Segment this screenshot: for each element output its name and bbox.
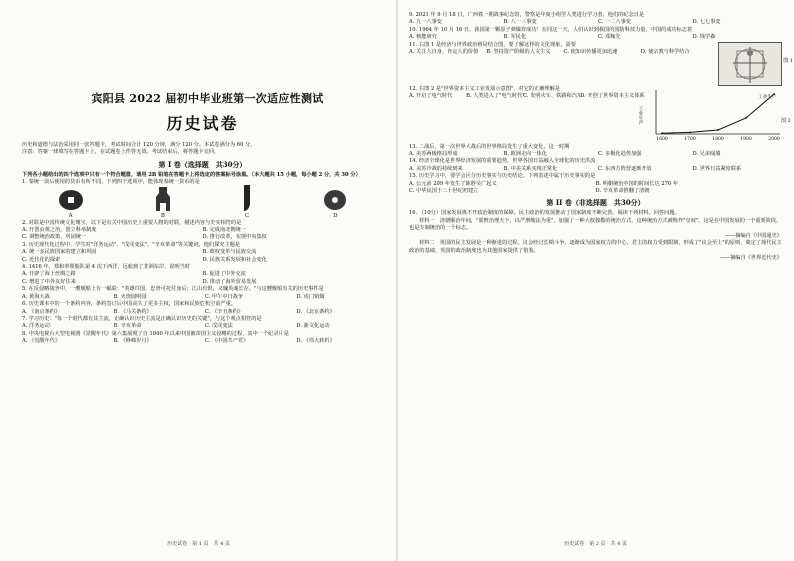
coin-icon	[155, 187, 171, 213]
option-item: D. 七七事变	[692, 19, 721, 26]
option-item: D. 开创了世界资本主义体系	[580, 93, 645, 100]
question-options	[22, 338, 383, 345]
option-item: C. 戊戌变法	[204, 323, 233, 330]
question-text-column	[409, 42, 714, 86]
coin-label: A	[68, 212, 73, 219]
option-item: D. 使宗教与科学结合	[640, 49, 690, 56]
option-item: C. 增进了中外友好往来	[22, 278, 76, 285]
option-item: B. 《峥嵘岁月》	[113, 338, 152, 345]
question-stem: 14. 经济全球化是世界经济发展的重要趋势，世界各国日益融入全球化的历史洪流	[409, 158, 596, 165]
option-item: A. 开创贞观之治，创立科举制度	[22, 227, 97, 234]
option-item: D. 兄弟阋墙	[692, 151, 721, 158]
question-options	[409, 34, 782, 41]
x-tick-label: 1900	[740, 136, 753, 142]
option-item: B. 完成南北朝统一	[202, 227, 246, 234]
coin-image	[155, 187, 171, 219]
option-item: C. 发明火车、铁路和汽车	[523, 93, 583, 100]
page-footer-2: 历史试卷 第 2 页 共 4 页	[564, 541, 627, 547]
option-item: B. 中美关系实现正常化	[503, 165, 558, 172]
option-item: A. 核能研究	[409, 34, 437, 41]
option-item: C. 一二八事变	[597, 19, 631, 26]
subject-title: 历史试卷	[166, 114, 239, 133]
question-item	[409, 27, 782, 42]
coin-icon	[242, 185, 252, 213]
option-item: C. 多极化趋势加强	[597, 151, 642, 158]
coin-icon	[323, 189, 347, 213]
data-point	[717, 129, 719, 131]
option-item: D. 推行改革，实现中央集权	[202, 234, 267, 241]
question-stem: 3. 历史现代化过程中，学生对"洋务运动"、"戊戌变法"、"辛亥革命"等关键词，他们探究主题是	[22, 241, 241, 248]
question-item	[22, 316, 383, 331]
question-options	[22, 249, 383, 264]
option-item: A. 美苏冷战的持续到来	[409, 165, 463, 172]
option-item: B. 八一三事变	[503, 19, 537, 26]
material-2-source: ——摘编自《世界近代史》	[719, 254, 782, 261]
exam-instructions: 历史和道德与法治采用同一张答题卡，考试时间合计 120 分钟，满分 120 分。本试卷满分为 60 分。	[22, 142, 256, 148]
option-item: B. 明朝统治中国的时间长达 270 年	[595, 180, 679, 187]
option-item: B. 坚持资产阶级的人文主义	[486, 49, 551, 56]
option-item: A. 统一多民族国家的建立和巩固	[22, 249, 97, 256]
option-item: B. 《马关条约》	[113, 308, 152, 315]
option-item: C. 东西方阵营逐渐开放	[597, 165, 652, 172]
question-item	[22, 286, 383, 301]
question-stem: 5. 在反侵略战争中，一艘舰船上有一幅联："英雄许国，忠骨可托付身后；江山有恨，义魄英魂长存。"与这艘舰船有关的历史事件是	[22, 286, 324, 293]
question-item	[409, 85, 645, 101]
question-stem: 12. 右图 2 是"世界资本主义工业发展示意图"，对它的正确理解是	[409, 85, 560, 92]
material-1: 材料一 清朝顺治年间，"朕惟治理天下，以严刑峻法为重"，加强了一种大权独揽的统治方式，这种统治方式被称作"皇权"。这是在中国发展的一个重要阶段，也是专制统治的一个标志。	[409, 217, 782, 232]
option-item: C. 《中国共产党》	[204, 338, 249, 345]
question-stem: 4. 1416 年，郑和率领船队第 4 次下西洋，远航到了非洲东岸，说明当时	[22, 264, 191, 271]
x-tick-label: 1600	[656, 136, 669, 142]
question-item	[22, 220, 383, 242]
question-item	[409, 12, 782, 27]
question-options	[409, 49, 714, 56]
question-options	[22, 294, 383, 301]
x-tick-label: 1800	[712, 136, 725, 142]
question-item	[409, 42, 714, 57]
question-stem: 15. 历史学习中，要学会区分历史事实与历史结论。下列表述中属于历史事实的是	[409, 173, 596, 180]
x-tick-label: 1700	[684, 136, 697, 142]
coin-images-row	[22, 189, 383, 219]
option-item: B. 军民化	[503, 34, 527, 41]
question-stem: 2. 对联是中国传统文化瑰宝，以下是有关中国历史上重要人物的对联，描述内容与史实相符的是	[22, 219, 242, 226]
industry-chart	[637, 86, 792, 144]
question-options	[409, 19, 782, 26]
exam-title: 宾阳县 2022 届初中毕业班第一次适应性测试	[91, 92, 324, 105]
option-item: D. 世界日益紧密联系	[692, 165, 742, 172]
option-item: A. 开辟了海上丝绸之路	[22, 271, 76, 278]
chart-svg	[637, 86, 792, 144]
option-item: C. 中华民国于二十世纪初建立	[409, 188, 479, 195]
option-item: A. 九一八事变	[409, 19, 442, 26]
material-2: 材料二 英国的民主发展是一种渐进的过程。议会经过长期斗争，逐渐成为国家权力的中心，君主的权力受到限制，形成了"议会至上"的原则，奠定了现代民主政治的基础，英国的政治制度也为其他国家提供了借鉴。	[409, 240, 782, 254]
coin-icon	[58, 189, 84, 213]
question-options	[409, 181, 782, 196]
question-item	[22, 179, 383, 186]
option-item: B. 辛亥革命	[113, 323, 142, 330]
option-item: D. 虎门销烟	[296, 293, 325, 300]
coin-label: B	[160, 212, 165, 219]
data-point	[661, 132, 663, 134]
question-item	[22, 331, 383, 346]
exam-notice: 注意：答案一律填写在答题卡上，在试题卷上作答无效。考试结束后，将答题卡交回。	[22, 149, 220, 156]
question-stem: 6. 历史课本中的一个条约内容，条约签订后中国丧失了更多主权，国家和民族危机空前严重。	[22, 301, 237, 308]
question-text-column	[409, 85, 645, 101]
option-item: A. 美苏两极格局形成	[409, 151, 458, 158]
option-item: C. 使知识传播更加迅速	[563, 49, 618, 56]
question-stem: 11. 右图 1 是经济与世界政治格局结合图，要了解这样的文化现象，需要	[409, 41, 576, 48]
option-item: C. 近代化的探索	[22, 256, 61, 263]
question-stem: 9. 2021 年 9 月 18 日，广西铁一期战事纪念馆，警察是年度小组学人类进行学习者，他们的纪念日是	[409, 12, 645, 18]
coin-label: C	[245, 212, 250, 219]
coin-label: D	[333, 212, 338, 219]
page-footer-1: 历史试卷 第 1 页 共 4 页	[167, 541, 230, 547]
question-stem: 13. 二战后，第一次世界大战后的世界格局发生了重大变化，这一时期	[409, 143, 570, 150]
option-item: C. 邓稼先	[597, 34, 621, 41]
option-item: D. 《北京条约》	[296, 308, 335, 315]
question-item	[409, 173, 782, 195]
y-axis-label: 工业生产	[637, 105, 643, 125]
option-item: B. 人类进入了"电气时代"	[466, 93, 525, 100]
coin-image	[242, 185, 252, 219]
option-item: C. 调整统治政策，巩固统一	[22, 234, 87, 241]
option-item: A. 关注人自身，肯定人的价值	[409, 49, 479, 56]
option-item: B. 火烧圆明园	[113, 293, 147, 300]
option-item: A. 《觉醒年代》	[22, 338, 61, 345]
question-options	[22, 271, 383, 286]
question-options	[409, 93, 645, 100]
option-item: A. 黄海大战	[22, 293, 50, 300]
part1-title: 第 I 卷（选择题 共30分）	[158, 159, 247, 169]
question-with-figure	[409, 41, 793, 86]
x-tick-label: 2000	[768, 136, 781, 142]
option-item: B. 欧洲走向一体化	[503, 151, 547, 158]
question-item	[22, 242, 383, 264]
q16-intro: 16. （10分）国家发展离不开政治制度的保障。民主政治的发展推动了国家制度不断完善。阅读下列材料，回答问题。	[409, 210, 680, 217]
data-point	[689, 131, 691, 133]
question-item	[22, 301, 383, 316]
option-item: B. 促进了中外交流	[202, 271, 246, 278]
question-options	[22, 309, 383, 316]
chart-caption: 图 2	[781, 117, 792, 124]
question-list-page1	[22, 179, 383, 345]
data-point	[745, 117, 747, 119]
part2-title: 第 II 卷（非选择题 共30分）	[546, 198, 645, 208]
question-with-chart	[409, 85, 792, 144]
figure-1-image	[718, 42, 793, 86]
option-item: C. 《辛丑条约》	[204, 308, 244, 315]
option-item: A. 洋务运动	[22, 323, 50, 330]
option-item: D. 辛亥革命推翻了清朝	[595, 188, 650, 195]
chart-annotation: 工业生产	[758, 94, 777, 100]
option-item: D. 推动了海外贸易发展	[202, 278, 257, 285]
option-item: D. 《伟大转折》	[296, 338, 335, 345]
option-item: D. 钱学森	[692, 34, 716, 41]
option-item: A. 公元前 209 年发生了陈胜吴广起义	[409, 180, 497, 187]
option-item: D. 新文化运动	[296, 323, 330, 330]
coin-image	[323, 189, 347, 219]
question-stem: 1. 秦统一前后使用的货币有所不同。下列四个选项中，能体现秦统一货币的是	[22, 179, 200, 186]
question-stem: 7. 学习历史："每一个时代都有其主流，正确认识历史主流是正确认识历史的关键"，与这个观点相符的是	[22, 315, 262, 322]
part1-intro: 下列各小题给出的四个选项中只有一个符合题意，请用 2B 铅笔在答题卡上将选定的答案标号涂黑。（本大题共 15 小题，每小题 2 分，共 30 分）	[22, 171, 361, 178]
option-item: D. 民族关系发展和社会变化	[202, 256, 267, 263]
question-stem: 8. 中央电视台大型电视剧《觉醒年代》第六集展现了自 1840 年以来中国被帝国主义侵略的过程，其中一个纪录片是	[22, 330, 289, 337]
coin-image	[58, 189, 84, 219]
option-item: C. 甲午中日战争	[204, 293, 244, 300]
question-list-page2	[409, 12, 793, 195]
material-1-source: ——摘编自《中国通史》	[724, 232, 782, 239]
option-item: A. 《南京条约》	[22, 308, 61, 315]
option-item: B. 政权变革与民族交流	[202, 249, 257, 256]
option-item: A. 开启了电气时代	[409, 93, 453, 100]
figure-1-caption: 图 1	[783, 57, 793, 64]
question-item	[409, 158, 782, 173]
exam-page-2	[397, 0, 794, 561]
question-options	[22, 227, 383, 242]
question-stem: 10. 1964 年 10 月 16 日，我国第一颗原子弹爆炸成功！在同这一天，人们认识到我国的国防科技力量，中国的成功标志着	[409, 26, 693, 33]
question-options	[22, 323, 383, 330]
question-item	[22, 264, 383, 286]
question-item	[409, 144, 782, 159]
